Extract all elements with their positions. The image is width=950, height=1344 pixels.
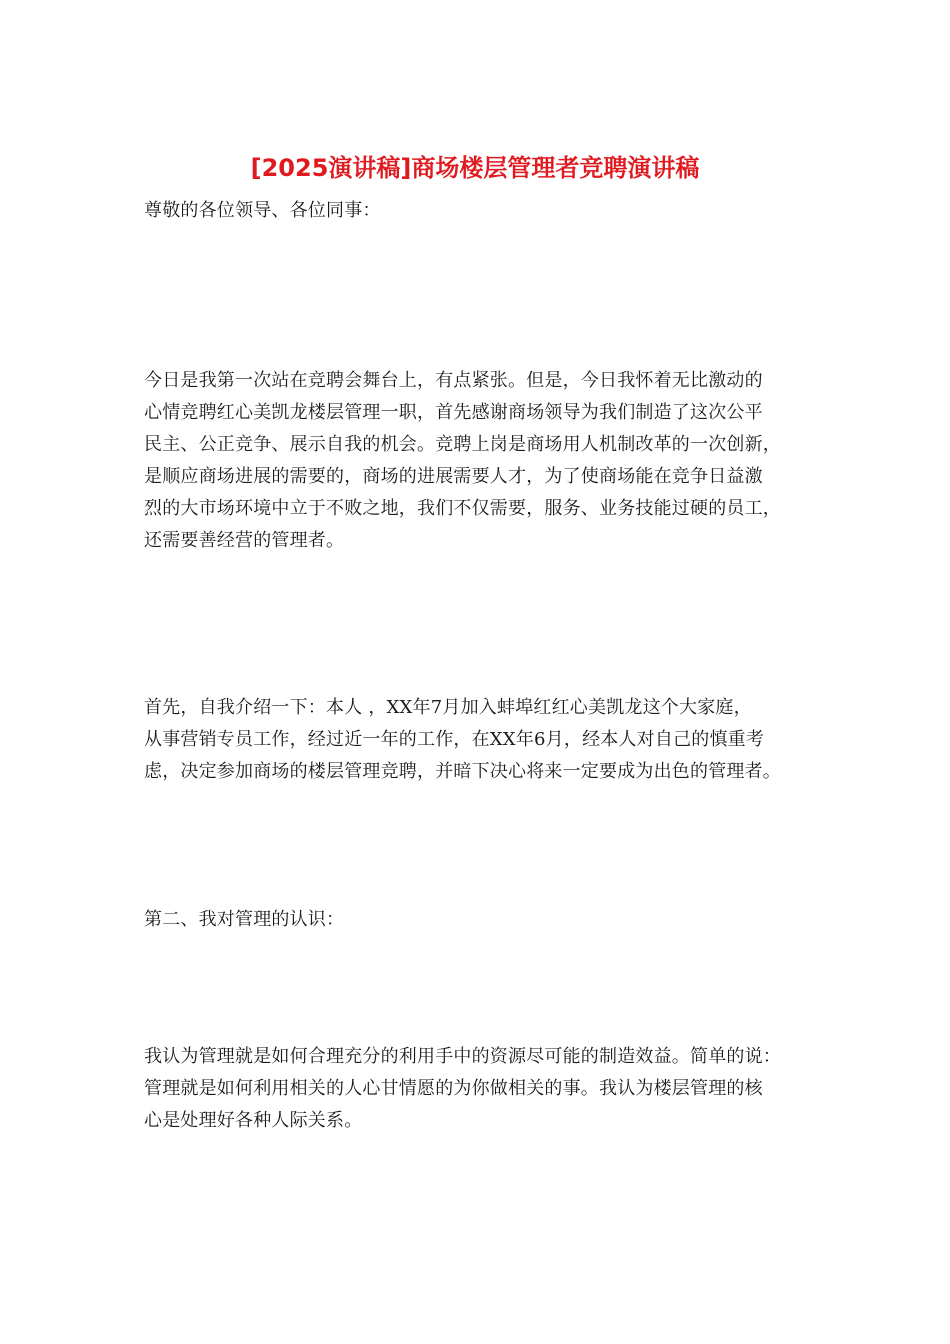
paragraph-line: 虑，决定参加商场的楼层管理竞聘，并暗下决心将来一定要成为出色的管理者。 xyxy=(144,761,781,782)
paragraph-line: 从事营销专员工作，经过近一年的工作，在XX年6月，经本人对自己的慎重考 xyxy=(144,729,765,750)
paragraph-line: 我认为管理就是如何合理充分的利用手中的资源尽可能的制造效益。简单的说： xyxy=(144,1046,781,1067)
paragraph-line: 首先，自我介绍一下：本人 ，XX年7月加入蚌埠红红心美凯龙这个大家庭， xyxy=(144,697,752,718)
paragraph-line: 还需要善经营的管理者。 xyxy=(144,530,345,551)
document-title: [2025演讲稿]商场楼层管理者竞聘演讲稿 xyxy=(250,154,700,182)
paragraph-line: 烈的大市场环境中立于不败之地，我们不仅需要，服务、业务技能过硬的员工， xyxy=(144,498,781,519)
paragraph-management-view xyxy=(144,1041,834,1137)
paragraph-line: 今日是我第一次站在竞聘会舞台上，有点紧张。但是，今日我怀着无比激动的 xyxy=(144,370,763,391)
paragraph-line: 心是处理好各种人际关系。 xyxy=(144,1110,363,1131)
paragraph-line: 民主、公正竞争、展示自我的机会。竞聘上岗是商场用人机制改革的一次创新， xyxy=(144,434,781,455)
greeting-line: 尊敬的各位领导、各位同事： xyxy=(144,200,381,221)
paragraph-line: 心情竞聘红心美凯龙楼层管理一职，首先感谢商场领导为我们制造了这次公平 xyxy=(144,402,763,423)
paragraph-intro xyxy=(144,365,834,557)
section-heading-management xyxy=(144,904,834,936)
paragraph-self-introduction xyxy=(144,692,834,788)
paragraph-line: 是顺应商场进展的需要的，商场的进展需要人才，为了使商场能在竞争日益激 xyxy=(144,466,763,487)
paragraph-line: 第二、我对管理的认识： xyxy=(144,909,345,930)
paragraph-line: 管理就是如何利用相关的人心甘情愿的为你做相关的事。我认为楼层管理的核 xyxy=(144,1078,763,1099)
